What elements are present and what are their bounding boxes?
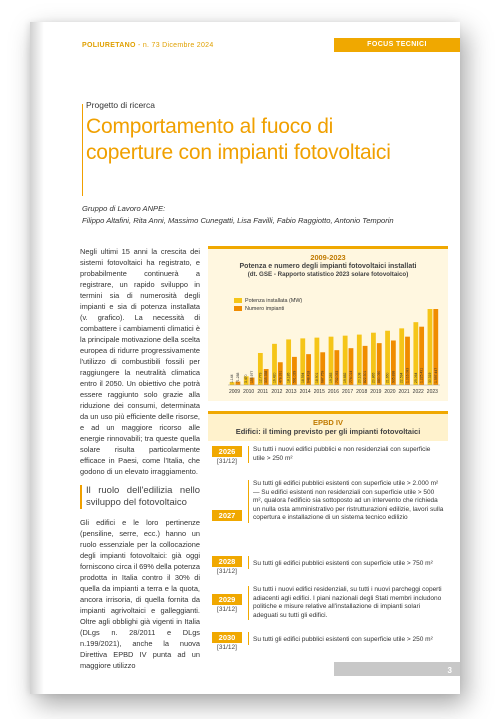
legend-label-count: Numero impianti: [245, 306, 285, 312]
epbd-title: EPBD IV: [312, 418, 343, 427]
x-tick-2018: 2018: [356, 389, 368, 395]
body-column: [80, 246, 200, 679]
authors: [82, 203, 452, 227]
x-tick-2010: 2010: [243, 389, 255, 395]
data-label-count-2012: 478.331: [278, 370, 283, 383]
x-tick-2011: 2011: [257, 389, 269, 395]
data-label-power-2022: 25.064: [413, 372, 418, 383]
year-marker: [212, 556, 242, 577]
x-tick-2013: 2013: [285, 389, 297, 395]
chart-plot: [208, 249, 448, 404]
data-label-power-2023: 30.319: [427, 372, 432, 383]
year-label: 2028: [212, 556, 242, 567]
body-paragraph-1: Negli ultimi 15 anni la crescita dei sistemi fotovoltaici ha registrato, e probabilmente continuerà a registrare, un rapido sviluppo in termini sia di numerosità degli impianti e sia di potenza installata (v. grafico). La necessità di combattere i cambiamenti climatici è la principale motivazione della scelta europea di ridurre progressivamente l'utilizzo di combustibili fossili per raggiungere la neutralità climatica entro il 2050. Un obiettivo che potrà essere raggiunto solo grazie alla riduzione dei consumi, determinata da un uso più efficiente delle risorse, e ad un maggiore ricorso alle energie rinnovabili; tra queste quella solare risulta particolarmente efficace in Paesi, come l'Italia, che godono di un elevato irraggiamento.: [80, 247, 200, 476]
kicker: Progetto di ricerca: [86, 100, 155, 110]
timeline-text: Su tutti i nuovi edifici pubblici e non residenziali con superficie utile > 250 m²: [248, 446, 444, 463]
x-tick-2021: 2021: [398, 389, 410, 395]
x-tick-2014: 2014: [299, 389, 311, 395]
data-label-power-2016: 19.283: [329, 372, 334, 383]
x-tick-2023: 2023: [426, 389, 438, 395]
year-date: [31/12]: [217, 644, 237, 651]
magazine-page: [30, 22, 460, 694]
x-tick-2012: 2012: [271, 389, 283, 395]
x-tick-2022: 2022: [412, 389, 424, 395]
data-label-power-2011: 12.773: [258, 372, 263, 383]
data-label-count-2020: 935.838: [391, 370, 396, 383]
legend-label-power: Potenza installata (MW): [245, 298, 303, 304]
authors-group: Gruppo di Lavoro ANPE:: [82, 204, 166, 213]
data-label-power-2018: 20.108: [357, 372, 362, 383]
chart-legend: [234, 297, 302, 313]
data-label-count-2013: 591.029: [292, 370, 297, 383]
data-label-count-2022: 1.225.431: [419, 367, 424, 383]
timeline-text: Su tutti gli edifici pubblici esistenti con superficie utile > 2.000 m² — Su edifici esistenti non residenziali con superficie utile > 500 m², qualora l'edificio sia sottoposto ad un intervento che richieda un nulla osta amministrativo per ristrutturazioni edilizie, lavori sulla copertura e installazione di un sistema tecnico edilizio: [248, 480, 444, 523]
data-label-count-2021: 1.016.083: [405, 367, 410, 383]
data-label-power-2009: 1.144: [230, 374, 235, 383]
year-marker: [212, 594, 242, 615]
page-spine-shadow: [30, 22, 44, 694]
year-marker: [212, 510, 242, 521]
data-label-count-2014: 648.418: [306, 370, 311, 383]
title-line-1: Comportamento al fuoco di: [86, 115, 334, 138]
x-tick-2009: 2009: [228, 389, 241, 395]
year-marker: [212, 632, 242, 653]
data-label-count-2015: 687.759: [320, 370, 325, 383]
magazine-name: POLIURETANO: [82, 42, 136, 49]
timeline-text: Su tutti gli edifici pubblici esistenti con superficie utile > 750 m²: [248, 556, 444, 569]
title-rule: [82, 104, 83, 196]
year-label: 2030: [212, 632, 242, 643]
data-label-count-2018: 822.301: [363, 370, 368, 383]
data-label-count-2017: 774.014: [348, 370, 353, 383]
data-label-count-2011: 335.358: [264, 370, 269, 383]
epbd-header: [208, 414, 448, 441]
section-subhead: Il ruolo dell'edilizia nello sviluppo del fotovoltaico: [80, 485, 200, 509]
footer-bar: [334, 662, 460, 676]
legend-swatch-power: [234, 298, 242, 303]
data-label-count-2009: 71.288: [235, 372, 240, 383]
year-date: [31/12]: [217, 568, 237, 575]
article-title: [86, 114, 456, 166]
data-label-power-2021: 22.594: [399, 372, 404, 383]
issue-label: - n. 73 Dicembre 2024: [135, 42, 214, 49]
year-label: 2026: [212, 446, 242, 457]
year-marker: [212, 446, 242, 467]
legend-item-count: [234, 305, 302, 313]
page-number: 3: [447, 666, 452, 675]
body-paragraph-2: Gli edifici e le loro pertinenze (pensiline, serre, ecc.) hanno un ruolo essenziale per la collocazione degli impianti fotovoltaici: già oggi forniscono circa il 69% della potenza prodotta in Italia contro il 30% di quella da impianti a terra e la quota, ancora irrisoria, di quella fornita da impianti agrivoltaici e galleggianti. Oltre agli obblighi già vigenti in Italia (DLgs n. 28/2011 e DLgs n.199/2021), anche la nuova Direttiva EPBD IV punta ad un maggiore utilizzo: [80, 518, 200, 670]
epbd-box: [208, 411, 448, 662]
data-label-power-2017: 19.682: [343, 372, 348, 383]
x-tick-2020: 2020: [384, 389, 396, 395]
data-label-power-2010: 3.470: [244, 374, 249, 383]
year-label: 2029: [212, 594, 242, 605]
year-label: 2027: [212, 510, 242, 521]
x-tick-2015: 2015: [313, 389, 325, 395]
chart-box: [208, 246, 448, 401]
chart-title: 2009-2023: [310, 253, 346, 262]
title-line-2: coperture con impianti fotovoltaici: [86, 141, 391, 164]
year-date: [31/12]: [217, 458, 237, 465]
year-date: [31/12]: [217, 606, 237, 613]
data-label-power-2015: 18.901: [314, 372, 319, 383]
legend-swatch-count: [234, 306, 242, 311]
data-label-count-2023: 1.597.447: [433, 367, 438, 383]
data-label-power-2012: 16.420: [272, 372, 277, 383]
x-tick-2016: 2016: [327, 389, 339, 395]
chart-subtitle: Potenza e numero degli impianti fotovoltaici installati: [239, 263, 417, 270]
x-tick-2017: 2017: [342, 389, 354, 395]
timeline-text: Su tutti i nuovi edifici residenziali, su tutti i nuovi parcheggi coperti adiacenti agli edifici. I piani nazionali degli Stati membri includono politiche e misure relative all'installazione di impianti solari adeguati su tutti gli edifici.: [248, 586, 444, 620]
data-label-power-2020: 21.650: [385, 372, 390, 383]
legend-item-power: [234, 297, 302, 305]
section-tag: FOCUS TECNICI: [334, 38, 460, 52]
data-label-count-2019: 880.090: [377, 370, 382, 383]
data-label-count-2016: 732.053: [334, 370, 339, 383]
data-label-count-2010: 155.977: [250, 370, 255, 383]
data-label-power-2014: 18.594: [300, 372, 305, 383]
timeline-text: Su tutti gli edifici pubblici esistenti con superficie utile > 250 m²: [248, 632, 444, 645]
running-header: [82, 42, 214, 49]
epbd-subtitle: Edifici: il timing previsto per gli impianti fotovoltaici: [235, 427, 421, 436]
authors-names: Filippo Altafini, Rita Anni, Massimo Cunegatti, Lisa Favilli, Fabio Raggiotto, Antonio Temporin: [82, 216, 394, 225]
data-label-power-2019: 20.865: [371, 372, 376, 383]
data-label-power-2013: 18.185: [286, 372, 291, 383]
chart-note: (dt. GSE - Rapporto statistico 2023 solare fotovoltaico): [247, 271, 409, 278]
x-tick-2019: 2019: [370, 389, 382, 395]
